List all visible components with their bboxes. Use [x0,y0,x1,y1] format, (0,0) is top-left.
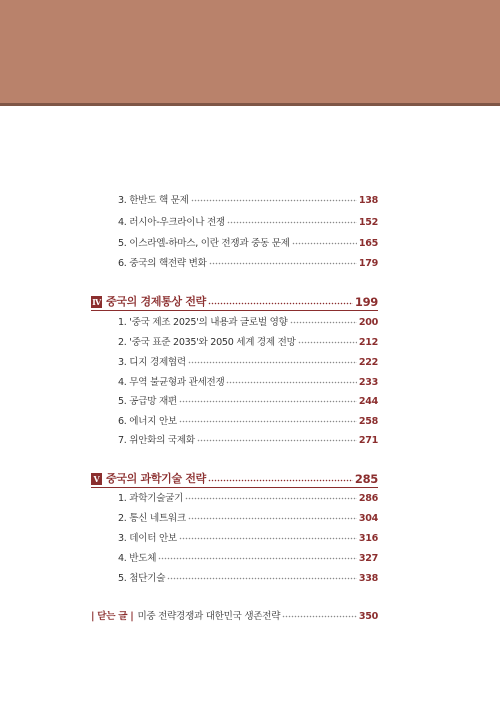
toc-entry[interactable] [118,210,378,228]
toc-entry[interactable] [118,188,378,206]
toc-entry[interactable] [118,566,378,584]
toc-entry[interactable] [118,428,378,446]
section-page: 199 [354,295,378,309]
toc-entry-title: 3. 데이터 안보 [118,533,177,544]
dot-leader [191,199,357,202]
toc-entry-title: 6. 중국의 핵전략 변화 [118,258,207,269]
closing-entry[interactable] [91,604,378,622]
toc-entry-title: 7. 위안화의 국제화 [118,435,195,446]
toc-entry-page: 304 [358,513,378,524]
closing-page: 350 [358,611,378,622]
toc-entry-title: 1. '중국 제조 2025'의 내용과 글로벌 영향 [118,317,288,328]
dot-leader [167,577,357,580]
toc-entry-page: 258 [358,416,378,427]
section-number-badge: Ⅴ [91,473,102,485]
dot-leader [179,420,357,423]
toc-entry-title: 3. 한반도 핵 문제 [118,195,189,206]
toc-entry[interactable] [118,350,378,368]
toc-entry-page: 179 [358,258,378,269]
toc-entry-page: 244 [358,396,378,407]
toc-entry-title: 4. 러시아-우크라이나 전쟁 [118,217,225,228]
toc-entry-page: 316 [358,533,378,544]
toc-entry[interactable] [118,310,378,328]
toc-entry[interactable] [118,251,378,269]
toc-entry-page: 152 [358,217,378,228]
toc-entry-page: 222 [358,357,378,368]
dot-leader [208,479,353,482]
toc-entry-title: 3. 디지 경제협력 [118,357,186,368]
toc-entry-title: 5. 이스라엘-하마스, 이란 전쟁과 중동 문제 [118,238,290,249]
dot-leader [179,537,357,540]
toc-entry-title: 2. 통신 네트워크 [118,513,186,524]
toc-entry[interactable] [118,546,378,564]
dot-leader [209,262,357,265]
dot-leader [197,439,357,442]
toc-entry-page: 338 [358,573,378,584]
dot-leader [179,400,357,403]
toc-entry-page: 286 [358,493,378,504]
toc-entry[interactable] [118,526,378,544]
toc-entry-title: 2. '중국 표준 2035'와 2050 세계 경제 전망 [118,337,296,348]
section-number-badge: Ⅳ [92,297,101,307]
section-heading-5[interactable] [91,466,378,486]
toc-entry-page: 165 [358,238,378,249]
toc-entry[interactable] [118,330,378,348]
toc-entry[interactable] [118,370,378,388]
toc-entry-title: 1. 과학기술굴기 [118,493,184,504]
header-band [0,0,500,103]
section-title: 중국의 과학기술 전략 [106,472,206,485]
dot-leader [298,341,357,344]
toc-entry-title: 6. 에너지 안보 [118,416,177,427]
dot-leader [185,497,357,500]
dot-leader [208,302,353,305]
toc-entry-page: 138 [358,195,378,206]
toc-entry-title: 4. 반도체 [118,553,157,564]
dot-leader [290,321,357,324]
header-band-rule [0,103,500,106]
section-page: 285 [354,472,378,486]
toc-entry[interactable] [118,409,378,427]
toc-entry[interactable] [118,506,378,524]
closing-title: 미중 전략경쟁과 대한민국 생존전략 [137,611,281,622]
dot-leader [227,221,357,224]
dot-leader [226,381,356,384]
dot-leader [188,361,357,364]
section-title: 중국의 경제통상 전략 [106,295,206,308]
toc-entry-page: 327 [358,553,378,564]
toc-entry-page: 271 [358,435,378,446]
closing-label: | 닫는 글 | [91,611,134,622]
toc-entry[interactable] [118,389,378,407]
dot-leader [292,242,357,245]
toc-entry-title: 5. 공급망 재편 [118,396,177,407]
toc-entry-title: 4. 무역 불균형과 관세전쟁 [118,377,225,388]
dot-leader [158,557,357,560]
dot-leader [188,517,357,520]
toc-entry-page: 200 [358,317,378,328]
dot-leader [282,615,357,618]
toc-entry[interactable] [118,486,378,504]
section-heading-4[interactable] [91,289,378,309]
toc-entry-page: 212 [358,337,378,348]
toc-entry[interactable] [118,231,378,249]
toc-entry-page: 233 [358,377,378,388]
toc-entry-title: 5. 첨단기술 [118,573,166,584]
